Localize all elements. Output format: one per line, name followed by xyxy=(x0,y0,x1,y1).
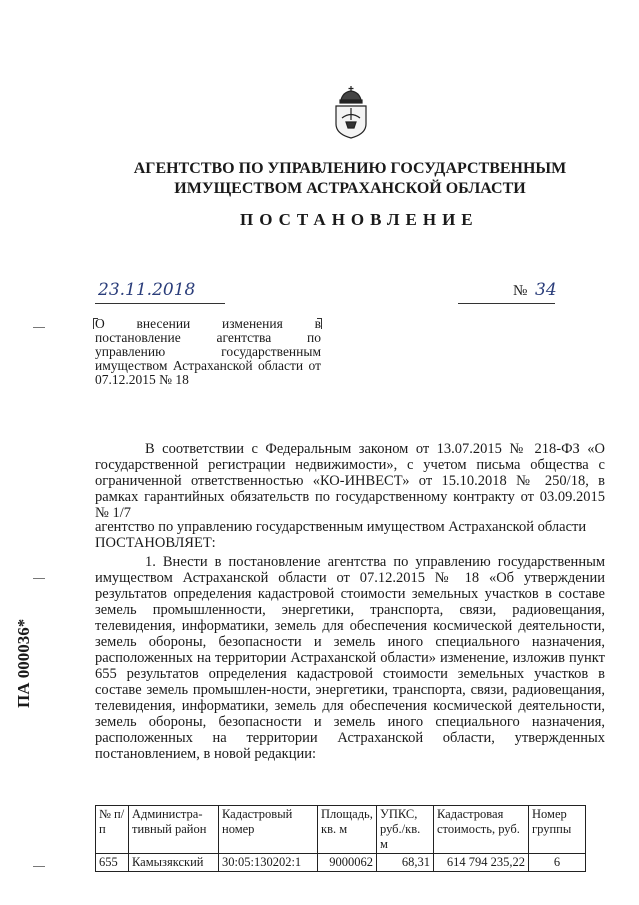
table-cell: 68,31 xyxy=(377,854,434,872)
preamble-paragraph: В соответствии с Федеральным законом от 13.07.2015 № 218-ФЗ «О государственной регистрации недвижимости», с учетом письма общества с ограниченной ответственностью «КО-ИНВЕСТ» от 15.10.2018 № 250/18, в рамках гарантийных обязательств по государственному контракту от 03.09.2015 № 1/7 xyxy=(95,441,605,521)
item-1-paragraph: 1. Внести в постановление агентства по управлению государственным имуществом Астраханской области от 07.12.2015 № 18 «Об утверждении результатов определения кадастровой стоимости земельных участков в составе земель промышленности, энергетики, транспорта, связи, радиовещания, телевидения, информатики, земель для обеспечения космической деятельности, земель обороны, безопасности и земель иного специального назначения, расположенных на территории Астраханской области» изменение, изложив пункт 655 результатов определения кадастровой стоимости земельных участков в составе земель промышлен-ности, энергетики, транспорта, связи, радиовещания, телевидения, информатики, земель для обеспечения космической деятельности, земель обороны, безопасности и земель иного специального назначения, расположенных на территории Астраханской области, утвержденных постановлением, в новой редакции: xyxy=(95,554,605,762)
table-cell: 30:05:130202:1 xyxy=(219,854,318,872)
margin-mark xyxy=(33,578,45,579)
table-header-cell: УПКС, руб./кв. м xyxy=(377,806,434,854)
table-header-cell: Администра-тивный район xyxy=(129,806,219,854)
serial-stamp: ПА 000036* xyxy=(14,618,33,708)
number-label: № xyxy=(513,283,528,299)
agency-name-line-1: АГЕНТСТВО ПО УПРАВЛЕНИЮ ГОСУДАРСТВЕННЫМ xyxy=(133,160,567,177)
document-subject: О внесении изменения в постановление агентства по управлению государственным имуществом Астраханской области от 07.12.2015 № 18 xyxy=(95,316,321,387)
table-cell: 6 xyxy=(529,854,586,872)
margin-mark xyxy=(33,866,45,867)
resolution-paragraph: агентство по управлению государственным имуществом Астраханской области ПОСТАНОВЛЯЕТ: xyxy=(95,519,587,551)
table-cell: Камызякский xyxy=(129,854,219,872)
agency-name-line-2: ИМУЩЕСТВОМ АСТРАХАНСКОЙ ОБЛАСТИ xyxy=(174,180,526,197)
coat-of-arms-emblem xyxy=(330,84,372,140)
cadastral-table xyxy=(95,805,586,872)
table-header-cell: Площадь, кв. м xyxy=(318,806,377,854)
table-cell: 9000062 xyxy=(318,854,377,872)
document-title: ПОСТАНОВЛЕНИЕ xyxy=(240,210,479,229)
table-header-cell: Кадастровая стоимость, руб. xyxy=(434,806,529,854)
table-header-cell: Кадастровый номер xyxy=(219,806,318,854)
margin-mark xyxy=(33,327,45,328)
table-header-cell: № п/п xyxy=(96,806,129,854)
document-number: 34 xyxy=(535,280,557,300)
table-header-cell: Номер группы xyxy=(529,806,586,854)
table-row xyxy=(96,854,586,872)
document-date: 23.11.2018 xyxy=(98,280,196,300)
table-cell: 655 xyxy=(96,854,129,872)
table-header-row xyxy=(96,806,586,854)
table-cell: 614 794 235,22 xyxy=(434,854,529,872)
